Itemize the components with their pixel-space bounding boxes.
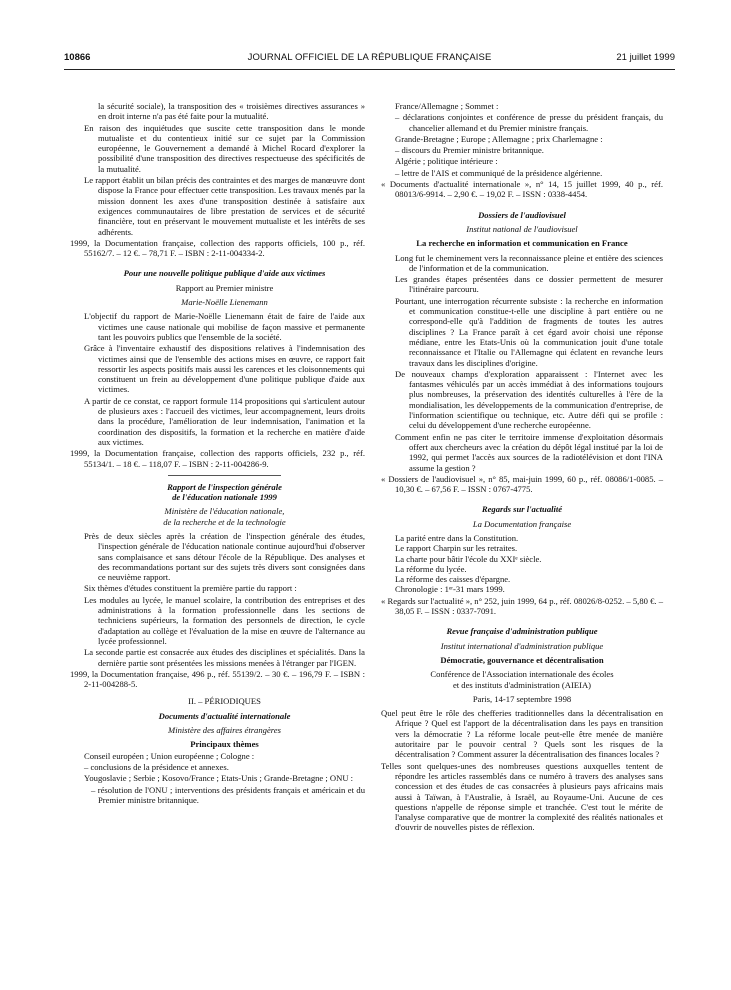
paragraph: Le rapport établit un bilan précis des contraintes et des marges de manœuvre dont dispose la France pour effectuer cette transposition. Les travaux menés par la mission donnent les axes d'une transposition destinée à satisfaire aux exigences communautaires de libre prestation de services et de sécurité financière, tout en préservant le mouvement mutualiste et les intérêts de ses adhérents. [84,175,365,237]
themes-heading: Principaux thèmes [190,739,259,750]
issue-date: 21 juillet 1999 [616,52,675,63]
paragraph: Grâce à l'inventaire exhaustif des dispositions relatives à l'indemnisation des victimes ainsi que de l'ensemble des actions mises en œuvre, ce rapport fait ressortir les aspects positifs mais aussi les carences et les cloisonnements qui constituent un frein au développement d'une politique publique d'aide aux victimes. [84,343,365,395]
reference: 1999, la Documentation française, collection des rapports officiels, 232 p., réf. 55134/1. – 18 €. – 118,07 F. – ISBN : 2-11-004286-9. [70,448,365,469]
paragraph: En raison des inquiétudes que suscite cette transposition dans le monde mutualiste et du contentieux initié sur ce sujet par la Commission européenne, le Gouvernement a demandé à Michel Rocard d'explorer la possibilité d'une transposition des directives respectueuse des spécificités de la mutualité. [84,122,365,174]
reference: 1999, la Documentation française, 496 p., réf. 55139/2. – 30 €. – 196,79 F. – ISBN : 2-11-004288-5. [70,668,365,690]
section-publisher: La Documentation française [472,518,572,529]
section-author: Marie-Noëlle Lienemann [181,297,268,308]
paragraph: A partir de ce constat, ce rapport formule 114 propositions qui s'articulent autour de plusieurs axes : l'accueil des victimes, leur accompagnement, leurs droits dans la procédure, l'amélioration de leur indemnisation, l'animation et la coordination des dispositifs, la formation et la recherche en matière d'aide aux victimes. [84,395,365,447]
list-item: – résolution de l'ONU ; interventions des présidents français et américain et du Premier ministre britannique. [91,784,365,805]
section-heading: Démocratie, gouvernance et décentralisation [440,654,604,665]
section-ministry: Ministère de l'éducation nationale, [164,506,285,517]
reference: « Dossiers de l'audiovisuel », n° 85, mai-juin 1999, 60 p., réf. 08086/1-0085. – 10,30 €. – 67,56 F. – ISSN : 0767-4775. [381,473,663,495]
list-item: – lettre de l'AIS et communiqué de la présidence algérienne. [395,167,603,178]
list-item: La réforme du lycée. [395,563,467,574]
list-item: La réforme des caisses d'épargne. [395,574,511,585]
section-ministry: de la recherche et de la technologie [163,516,286,527]
section-title: Dossiers de l'audiovisuel [478,209,566,220]
paragraph: Comment enfin ne pas citer le territoire immense d'exploitation désormais offert aux chercheurs avec la création du dépôt légal institué par la loi de 1992, qui permet l'accès aux sources de la radiotélévision et dont l'INA assume la gestion ? [395,431,663,473]
conference-place: Paris, 14-17 septembre 1998 [472,693,572,704]
list-item: Conseil européen ; Union européenne ; Cologne : [84,750,255,761]
paragraph: Quel peut être le rôle des chefferies traditionnelles dans la décentralisation en Afrique ? Quel est l'apport de la décentralisation dans les pays en transition vers la démocratie ? La réforme locale peut-elle être menée de manière autoritaire par le pouvoir central ? Quels sont les risques de la décentralisation ? Comment assurer la décentralisation des finances locales ? [381,708,663,760]
list-item: – déclarations conjointes et conférence de presse du président français, du chancelier allemand et du Premier ministre français. [395,112,663,133]
paragraph: La seconde partie est consacrée aux études des disciplines et spécialités. Dans la dernière partie sont présentées les missions menées à l'étranger par l'IGEN. [84,647,365,668]
list-item: France/Allemagne ; Sommet : [395,101,499,111]
list-item: Yougoslavie ; Serbie ; Kosovo/France ; Etats-Unis ; Grande-Bretagne ; ONU : [84,773,354,784]
reference: 1999, la Documentation française, collection des rapports officiels, 100 p., réf. 55162/7. – 12 €. – 78,71 F. – ISBN : 2-11-004334-2. [70,237,365,259]
section-title: Pour une nouvelle politique publique d'aide aux victimes [123,268,326,279]
paragraph: la sécurité sociale), la transposition des « troisièmes directives assurances » en droit interne n'a pas été faite pour la mutualité. [98,101,365,122]
list-item: – conclusions de la présidence et annexes. [84,761,229,772]
conference-line: et des instituts d'administration (AIEIA) [452,679,592,690]
section-title: Documents d'actualité internationale [158,710,291,721]
section-ministry: Ministère des affaires étrangères [168,725,281,736]
list-item: Le rapport Charpin sur les retraites. [395,543,518,554]
section-title: Regards sur l'actualité [481,504,563,515]
paragraph: Six thèmes d'études constituent la première partie du rapport : [84,583,297,594]
paragraph: Long fut le cheminement vers la reconnaissance pleine et entière des sciences de l'information et de la communication. [395,252,663,273]
header-rule [64,69,675,70]
list-item: Grande-Bretagne ; Europe ; Allemagne ; prix Charlemagne : [395,133,603,144]
conference-line: Conférence de l'Association internationale des écoles [430,669,614,680]
section-institute: Institut international d'administration publique [440,640,604,651]
paragraph: De nouveaux champs d'exploration apparaissent : l'Internet avec les fantasmes véhiculés par un accès immédiat à des informations toujours plus nombreuses, la préservation des identités culturelles à l'ère de la mondialisation, les développements de la communication d'entreprise, de l'information scientifique ou technique, etc. Autre défi qui se profile : celui du développement d'une recherche européenne. [395,368,663,431]
section-heading: La recherche en information et communication en France [416,238,628,249]
list-item: Chronologie : 1ᵉʳ-31 mars 1999. [395,584,505,595]
paragraph: Telles sont quelques-unes des nombreuses questions auxquelles tentent de répondre les articles rassemblés dans ce numéro à travers des analyses sans concession et des études de cas consacrées à plusieurs pays africains mais aussi à Taïwan, à l'Australie, à Israël, au Royaume-Uni. Aucune de ces questions n'appelle de réponse simple et tranchée. C'est tout le mérite de l'analyse comparative que de montrer la complexité des réalités nationales et d'ouvrir de nouvelles pistes de réflexion. [381,760,663,833]
page-number: 10866 [64,52,91,63]
section-title: Revue française d'administration publique [446,626,598,637]
list-item: – discours du Premier ministre britannique. [395,145,544,156]
paragraph: Les modules au lycée, le manuel scolaire, la contribution des entreprises et des administrations à la formation professionnelle dans les sections de techniciens supérieurs, la formation des personnels de direction, le cycle d'adaptation au collège et l'évaluation de la mise en œuvre de l'alternance au lycée professionnel. [84,594,365,646]
part-heading: II. – PÉRIODIQUES [188,696,261,707]
section-title: Rapport de l'inspection générale [167,481,282,492]
list-item: Algérie ; politique intérieure : [395,156,498,167]
page-header [64,52,675,68]
section-subtitle: Rapport au Premier ministre [175,282,274,293]
reference: « Documents d'actualité internationale », n° 14, 15 juillet 1999, 40 p., réf. 08013/6-9914. – 2,90 €. – 19,02 F. – ISSN : 0338-4454. [381,179,663,200]
paragraph: Près de deux siècles après la création de l'inspection générale des études, l'inspection générale de l'éducation nationale continue aujourd'hui d'observer sans complaisance et sans détour l'école de la République. Des analyses et des recommandations portant sur des sujets très divers sont consignées dans ce neuvième rapport. [84,530,365,583]
section-divider [84,475,365,476]
left-column [70,101,365,806]
section-institute: Institut national de l'audiovisuel [466,223,578,234]
list-item: La charte pour bâtir l'école du XXIᵉ siècle. [395,553,542,564]
right-column [381,101,663,834]
paragraph: Pourtant, une interrogation récurrente subsiste : la recherche en information et communication constitue-t-elle une discipline à part entière ou ne correspond-elle qu'à l'addition de fragments de toutes les autres disciplines ? La France paraît à cet égard avoir choisi une réponse médiane, entre les Etats-Unis où la communication jouit d'une totale reconnaissance et l'Italie ou l'Allemagne qui éclatent en revanche leurs travaux dans les disciplines d'origine. [395,295,663,368]
list-item: La parité entre dans la Constitution. [395,532,519,543]
paragraph: Les grandes étapes présentées dans ce dossier permettent de mesurer l'itinéraire parcouru. [395,274,663,295]
paragraph: L'objectif du rapport de Marie-Noëlle Lienemann était de faire de l'aide aux victimes une cause nationale qui mobilise de façon massive et permanente tant les pouvoirs publics que l'ensemble de la société. [84,311,365,342]
journal-title: JOURNAL OFFICIEL DE LA RÉPUBLIQUE FRANÇAISE [247,52,492,63]
section-title: de l'éducation nationale 1999 [172,492,277,503]
reference: « Regards sur l'actualité », n° 252, juin 1999, 64 p., réf. 08026/8-0252. – 5,80 €. – 38,05 F. – ISSN : 0337-7091. [381,595,663,617]
